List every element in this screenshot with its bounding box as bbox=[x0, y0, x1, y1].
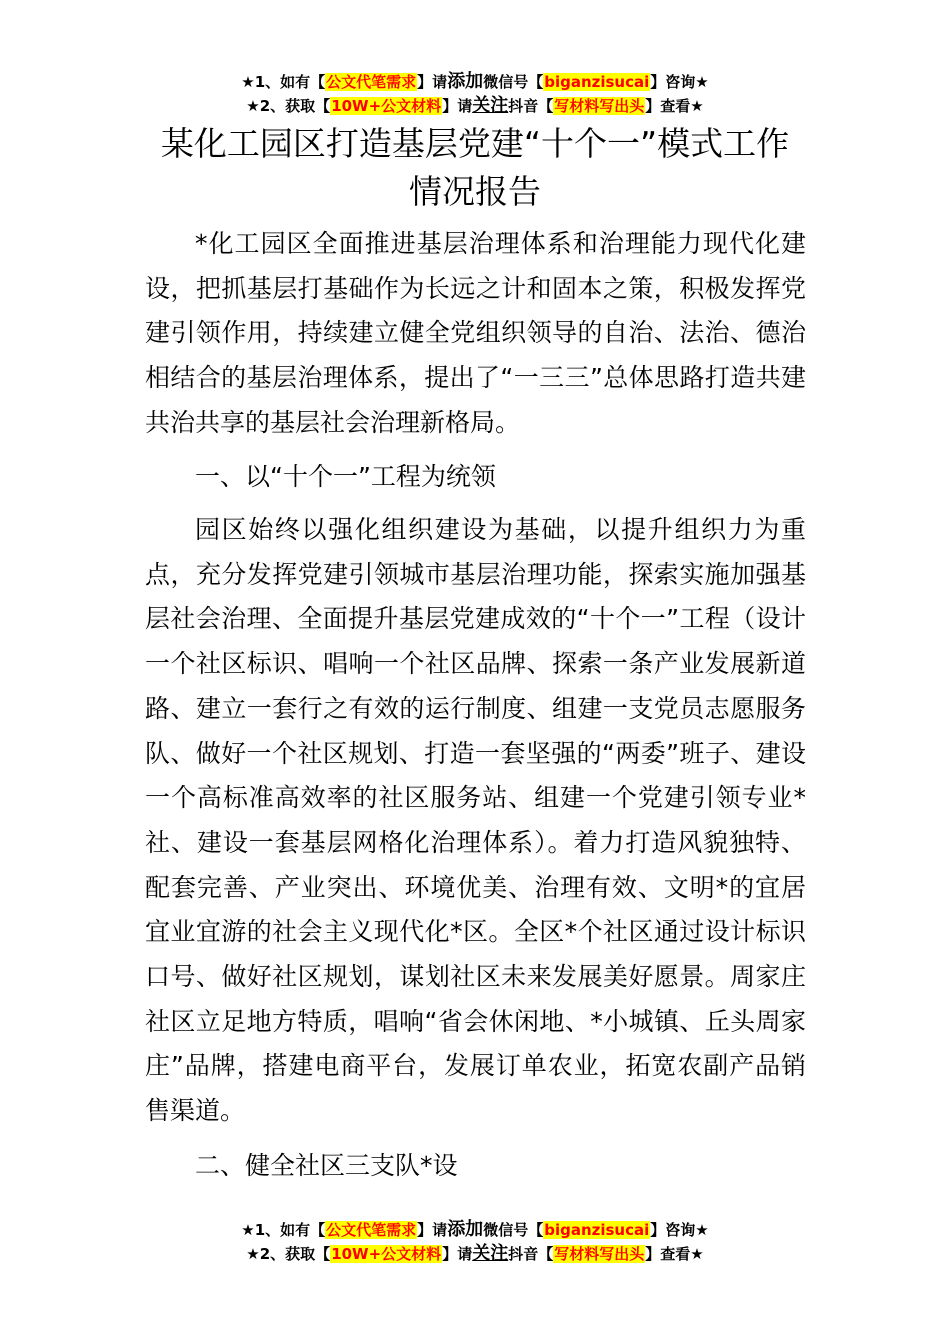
banner-text: ★1、如有【 bbox=[241, 73, 326, 91]
banner-text: 微信号【 bbox=[483, 73, 544, 91]
banner-text: 】咨询★ bbox=[650, 73, 709, 91]
banner-text: ★1、如有【 bbox=[241, 1221, 326, 1239]
banner-emphasis: 关注 bbox=[472, 95, 509, 116]
banner-line-2 bbox=[0, 1242, 950, 1266]
paragraph-section-1: 园区始终以强化组织建设为基础，以提升组织力为重点，充分发挥党建引领城市基层治理功能，探索实施加强基层社会治理、全面提升基层党建成效的“十个一”工程（设计一个社区标识、唱响一个社区品牌、探索一条产业发展新道路、建立一套行之有效的运行制度、组建一支党员志愿服务队、做好一个社区规划、打造一套坚强的“两委”班子、建设一个高标准高效率的社区服务站、组建一个党建引领专业*社、建设一套基层网格化治理体系）。着力打造风貌独特、配套完善、产业突出、环境优美、治理有效、文明*的宜居宜业宜游的社会主义现代化*区。全区*个社区通过设计标识口号、做好社区规划，谋划社区未来发展美好愿景。周家庄社区立足地方特质，唱响“省会休闲地、*小城镇、丘头周家庄”品牌，搭建电商平台，发展订单农业，拓宽农副产品销售渠道。 bbox=[145, 515, 806, 1126]
paragraph-intro: *化工园区全面推进基层治理体系和治理能力现代化建设，把抓基层打基础作为长远之计和固本之策，积极发挥党建引领作用，持续建立健全党组织领导的自治、法治、德治相结合的基层治理体系，提出了“一三三”总体思路打造共建共治共享的基层社会治理新格局。 bbox=[145, 229, 806, 437]
banner-text: 】请 bbox=[442, 97, 473, 115]
banner-text: 】请 bbox=[442, 1245, 473, 1263]
banner-highlight: 10W+公文材料 bbox=[331, 1245, 442, 1263]
banner-highlight: 10W+公文材料 bbox=[331, 97, 442, 115]
banner-text: 】查看★ bbox=[645, 97, 704, 115]
banner-text: 抖音【 bbox=[508, 1245, 554, 1263]
document-title: 某化工园区打造基层党建“十个一”模式工作情况报告 bbox=[160, 124, 790, 211]
banner-text: ★2、获取【 bbox=[246, 1245, 331, 1263]
banner-text: 抖音【 bbox=[508, 97, 554, 115]
banner-highlight: biganzisucai bbox=[544, 73, 650, 91]
banner-emphasis: 关注 bbox=[472, 1243, 509, 1264]
banner-text: 】请 bbox=[417, 73, 448, 91]
banner-text: 】请 bbox=[417, 1221, 448, 1239]
banner-line-1 bbox=[0, 70, 950, 94]
banner-line-2 bbox=[0, 94, 950, 118]
banner-text: ★2、获取【 bbox=[246, 97, 331, 115]
banner-highlight: 公文代笔需求 bbox=[326, 73, 417, 91]
banner-text: 】查看★ bbox=[645, 1245, 704, 1263]
section-heading-1: 一、以“十个一”工程为统领 bbox=[195, 462, 496, 491]
top-banner bbox=[0, 70, 950, 118]
banner-highlight: 公文代笔需求 bbox=[326, 1221, 417, 1239]
banner-text: 微信号【 bbox=[483, 1221, 544, 1239]
banner-line-1 bbox=[0, 1218, 950, 1242]
banner-text: 】咨询★ bbox=[650, 1221, 709, 1239]
banner-emphasis: 添加 bbox=[447, 71, 484, 92]
banner-emphasis: 添加 bbox=[447, 1219, 484, 1240]
banner-highlight: 写材料写出头 bbox=[554, 1245, 645, 1263]
bottom-banner bbox=[0, 1218, 950, 1266]
section-heading-2: 二、健全社区三支队*设 bbox=[195, 1151, 458, 1180]
banner-highlight: 写材料写出头 bbox=[554, 97, 645, 115]
banner-highlight: biganzisucai bbox=[544, 1221, 650, 1239]
